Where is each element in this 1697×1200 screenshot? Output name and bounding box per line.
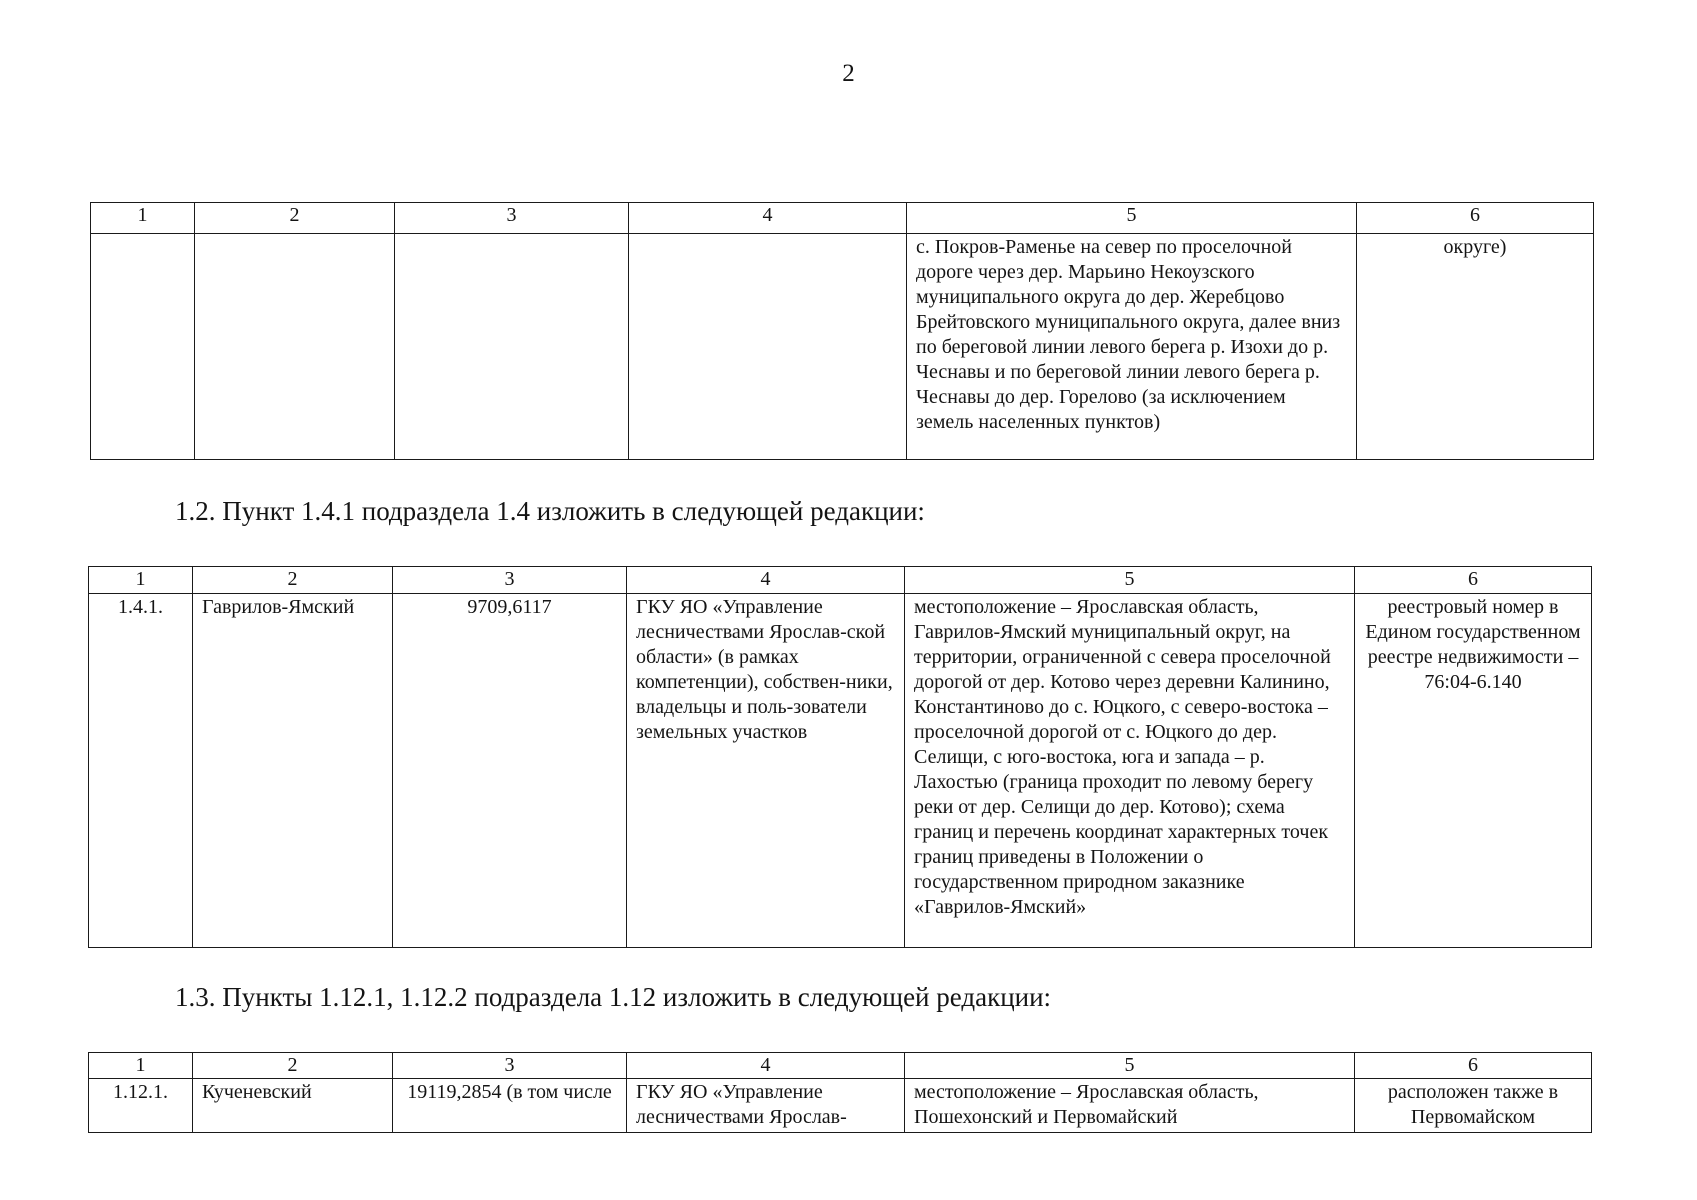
table-row	[89, 1079, 1592, 1133]
cell-area: 9709,6117	[393, 594, 627, 948]
cell-responsible: ГКУ ЯО «Управление лесничествами Ярослав-	[627, 1079, 905, 1133]
cell-number: 1.4.1.	[89, 594, 193, 948]
column-number: 4	[627, 1053, 905, 1079]
section-heading-1-3: 1.3. Пункты 1.12.1, 1.12.2 подраздела 1.12 изложить в следующей редакции:	[175, 982, 1052, 1012]
cell-name: Кученевский	[193, 1079, 393, 1133]
cell-responsible	[629, 234, 907, 460]
table-row	[91, 234, 1594, 460]
cell-notes: расположен также в Первомайском	[1355, 1079, 1592, 1133]
cell-number: 1.12.1.	[89, 1079, 193, 1133]
cell-number	[91, 234, 195, 460]
column-number: 4	[627, 567, 905, 594]
column-number: 5	[905, 1053, 1355, 1079]
cell-responsible: ГКУ ЯО «Управление лесничествами Ярослав-ской области» (в рамках компетенции), собствен-ники, владельцы и поль-зователи земельных участков	[627, 594, 905, 948]
column-number: 6	[1355, 567, 1592, 594]
column-number: 2	[193, 567, 393, 594]
column-number: 1	[91, 203, 195, 234]
table-1-12-1	[88, 1052, 1592, 1133]
column-number-row	[89, 567, 1592, 594]
cell-name: Гаврилов-Ямский	[193, 594, 393, 948]
table-continuation	[90, 202, 1594, 460]
cell-notes: округе)	[1357, 234, 1594, 460]
column-number: 2	[195, 203, 395, 234]
column-number: 2	[193, 1053, 393, 1079]
column-number: 6	[1357, 203, 1594, 234]
cell-area	[395, 234, 629, 460]
column-number: 5	[907, 203, 1357, 234]
column-number: 4	[629, 203, 907, 234]
cell-name	[195, 234, 395, 460]
column-number-row	[89, 1053, 1592, 1079]
column-number: 1	[89, 1053, 193, 1079]
cell-location: местоположение – Ярославская область, Гаврилов-Ямский муниципальный округ, на территории, ограниченной с севера проселочной дорогой от дер. Котово через деревни Калинино, Константиново до с. Юцкого, с северо-востока – проселочной дорогой от с. Юцкого до дер. Селищи, с юго-востока, юга и запада – р. Лахостью (граница проходит по левому берегу реки от дер. Селищи до дер. Котово); схема границ и перечень координат характерных точек границ приведены в Положении о государственном природном заказнике «Гаврилов-Ямский»	[905, 594, 1355, 948]
section-heading-1-2: 1.2. Пункт 1.4.1 подраздела 1.4 изложить в следующей редакции:	[175, 496, 925, 526]
table-1-4-1	[88, 566, 1592, 948]
column-number: 5	[905, 567, 1355, 594]
column-number: 3	[393, 567, 627, 594]
column-number: 3	[395, 203, 629, 234]
cell-notes: реестровый номер в Едином государственном реестре недвижимости – 76:04-6.140	[1355, 594, 1592, 948]
cell-area: 19119,2854 (в том числе	[393, 1079, 627, 1133]
cell-location: с. Покров-Раменье на север по проселочной дороге через дер. Марьино Некоузского муниципального округа до дер. Жеребцово Брейтовского муниципального округа, далее вниз по береговой линии левого берега р. Изохи до р. Чеснавы и по береговой линии левого берега р. Чеснавы до дер. Горелово (за исключением земель населенных пунктов)	[907, 234, 1357, 460]
column-number: 6	[1355, 1053, 1592, 1079]
cell-location: местоположение – Ярославская область, Пошехонский и Первомайский	[905, 1079, 1355, 1133]
column-number: 1	[89, 567, 193, 594]
page-number: 2	[842, 60, 855, 87]
column-number: 3	[393, 1053, 627, 1079]
column-number-row	[91, 203, 1594, 234]
table-row	[89, 594, 1592, 948]
